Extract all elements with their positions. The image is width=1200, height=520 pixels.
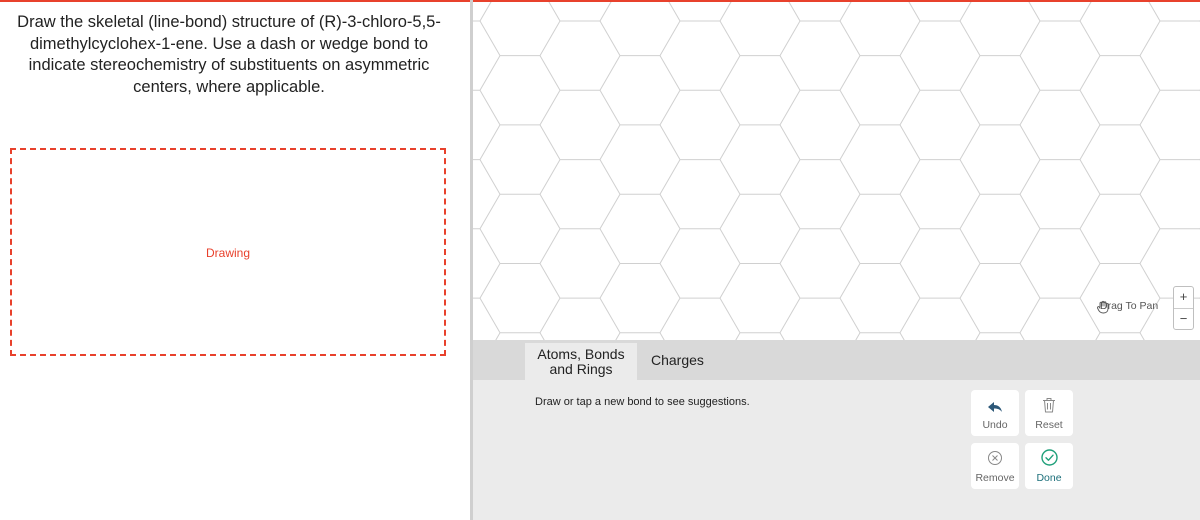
zoom-control xyxy=(1173,286,1194,330)
reset-label: Reset xyxy=(1035,419,1063,431)
undo-button[interactable] xyxy=(971,390,1019,436)
done-label: Done xyxy=(1036,472,1062,484)
zoom-in-button[interactable]: + xyxy=(1179,289,1188,304)
remove-label: Remove xyxy=(975,472,1015,484)
undo-label: Undo xyxy=(982,419,1008,431)
question-text: Draw the skeletal (line-bond) structure of (R)-3-chloro-5,5-dimethylcyclohex-1-ene. Use a dash or wedge bond to indicate stereochemistry of substituents on asymmetric centers, where applicable. xyxy=(17,13,441,96)
reset-button[interactable] xyxy=(1025,390,1073,436)
answer-drawing-area[interactable] xyxy=(10,148,446,356)
remove-button[interactable] xyxy=(971,443,1019,489)
drag-to-pan-hint xyxy=(1096,300,1158,312)
check-circle-icon xyxy=(1041,449,1058,466)
suggestion-hint: Draw or tap a new bond to see suggestions. xyxy=(535,396,750,408)
trash-icon xyxy=(1042,397,1056,413)
drag-to-pan-label: Drag To Pan xyxy=(1100,300,1159,312)
tab-charges[interactable]: Charges xyxy=(651,352,704,368)
tool-tabs xyxy=(473,340,1200,380)
remove-icon xyxy=(987,450,1003,466)
undo-icon xyxy=(987,401,1003,413)
tab-atoms-bonds-rings[interactable]: Atoms, Bonds and Rings xyxy=(525,343,637,380)
hex-grid-lines xyxy=(473,2,1200,340)
drawing-label: Drawing xyxy=(205,246,250,260)
done-button[interactable] xyxy=(1025,443,1073,489)
tool-panel xyxy=(473,380,1200,520)
hex-grid xyxy=(473,2,1200,340)
drawing-canvas[interactable] xyxy=(473,2,1200,340)
question-panel xyxy=(0,2,470,520)
zoom-out-button[interactable]: − xyxy=(1179,311,1188,326)
